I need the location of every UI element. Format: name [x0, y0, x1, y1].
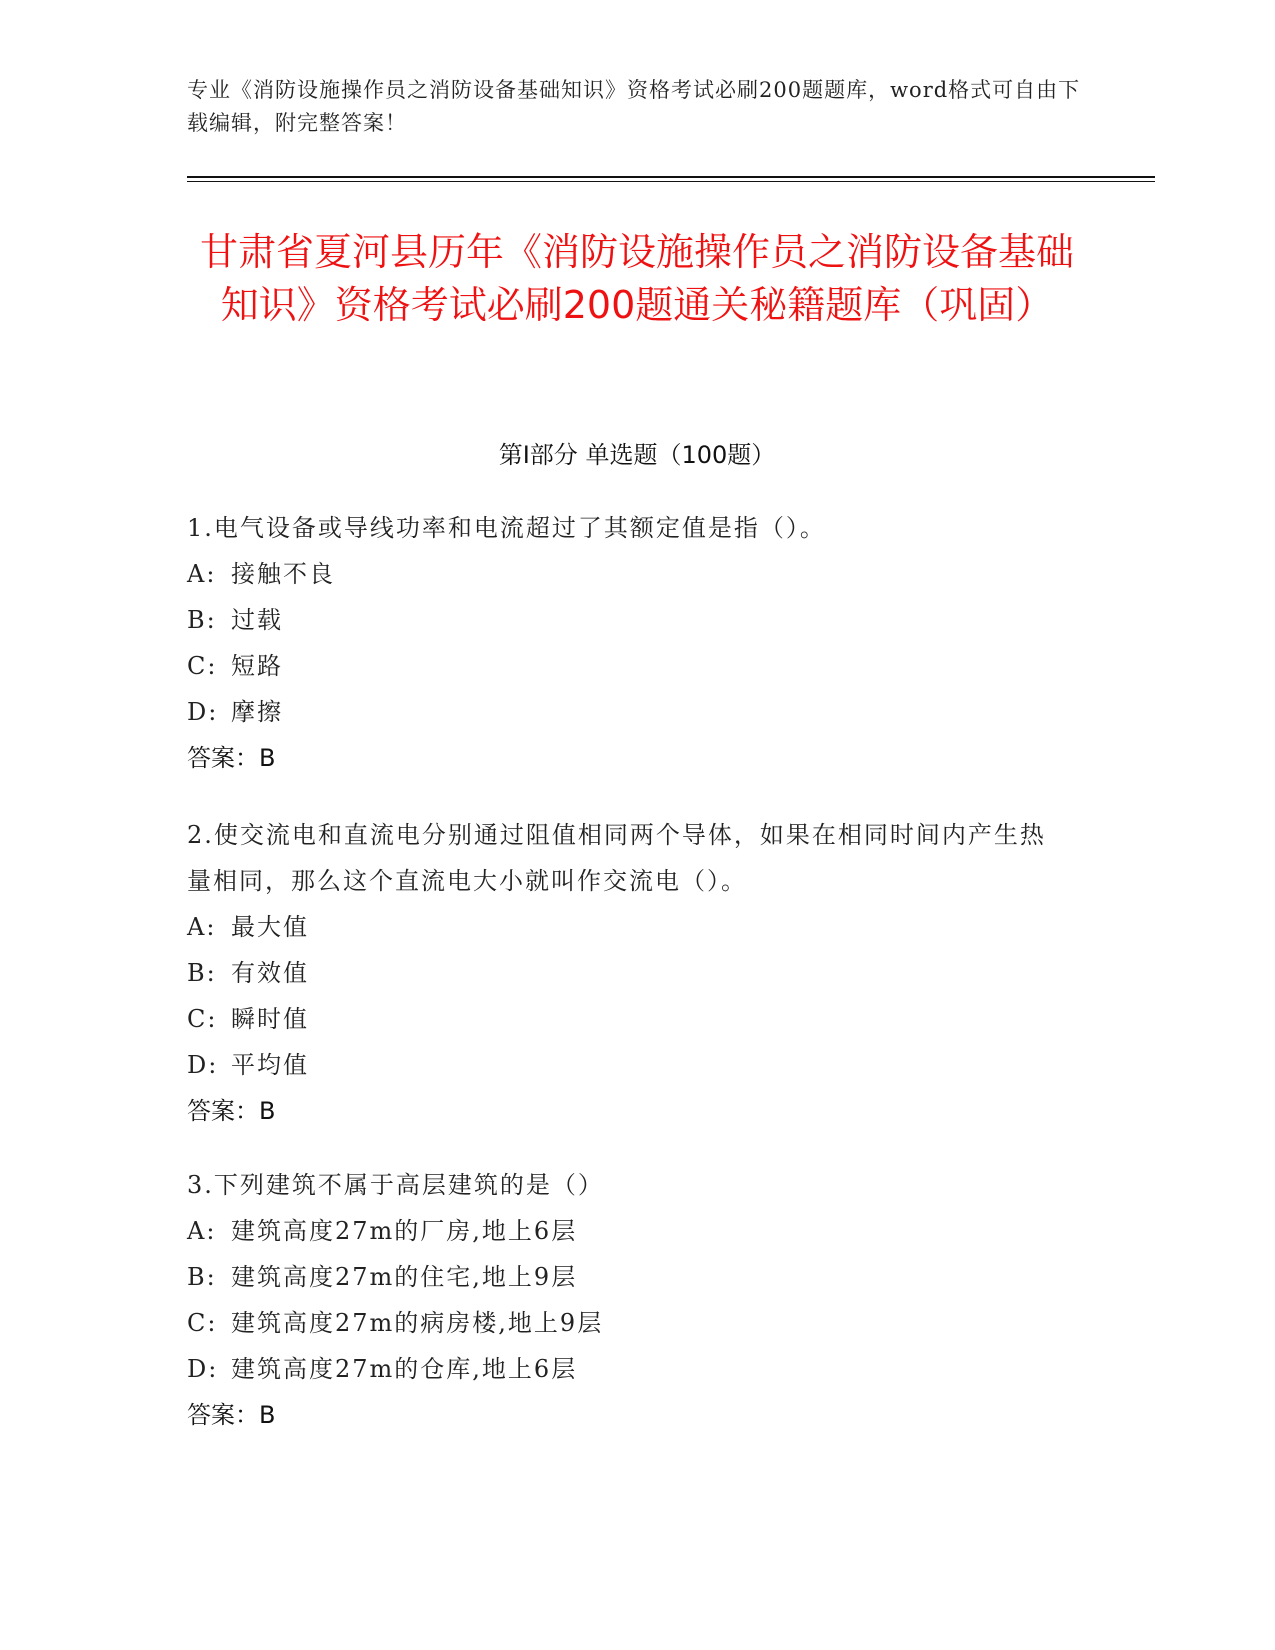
option-letter: B:: [187, 1263, 217, 1291]
answer: 答案：B: [187, 1097, 276, 1125]
option-a: [187, 904, 1067, 950]
option-b: [187, 1254, 1067, 1300]
option-a: [187, 1208, 1067, 1254]
option-text: 过载: [231, 606, 283, 634]
option-letter: D:: [187, 1355, 219, 1383]
option-d: [187, 689, 1067, 735]
option-letter: B:: [187, 959, 217, 987]
option-letter: C:: [187, 1005, 218, 1033]
option-letter: D:: [187, 698, 219, 726]
option-text: 摩擦: [231, 698, 283, 726]
option-text: 建筑高度27m的住宅,地上9层: [231, 1263, 578, 1291]
option-d: [187, 1346, 1067, 1392]
option-letter: A:: [187, 913, 217, 941]
question-text: 1.电气设备或导线功率和电流超过了其额定值是指（）。: [187, 514, 826, 542]
header-rule-thick: [187, 176, 1155, 178]
option-text: 接触不良: [231, 560, 335, 588]
question-3: [187, 1162, 1067, 1438]
option-letter: B:: [187, 606, 217, 634]
option-letter: A:: [187, 1217, 217, 1245]
answer: 答案：B: [187, 1401, 276, 1429]
option-b: [187, 950, 1067, 996]
question-text: 2.使交流电和直流电分别通过阻值相同两个导体，如果在相同时间内产生热量相同，那么这个直流电大小就叫作交流电（）。: [187, 821, 1046, 895]
option-text: 最大值: [231, 913, 309, 941]
question-text: 3.下列建筑不属于高层建筑的是（）: [187, 1171, 604, 1199]
option-c: [187, 643, 1067, 689]
option-c: [187, 996, 1067, 1042]
document-title: 甘肃省夏河县历年《消防设施操作员之消防设备基础知识》资格考试必刷200题通关秘籍题库（巩固）: [199, 230, 1074, 327]
option-text: 建筑高度27m的病房楼,地上9层: [231, 1309, 604, 1337]
option-a: [187, 551, 1067, 597]
option-text: 瞬时值: [231, 1005, 309, 1033]
option-b: [187, 597, 1067, 643]
question-1: [187, 505, 1067, 781]
question-2: [187, 812, 1067, 1134]
option-text: 建筑高度27m的厂房,地上6层: [231, 1217, 578, 1245]
header-rule-thin: [187, 181, 1155, 182]
option-text: 短路: [231, 652, 283, 680]
option-letter: D:: [187, 1051, 219, 1079]
option-text: 平均值: [231, 1051, 309, 1079]
option-c: [187, 1300, 1067, 1346]
option-letter: A:: [187, 560, 217, 588]
option-d: [187, 1042, 1067, 1088]
option-text: 有效值: [231, 959, 309, 987]
section-heading: 第I部分 单选题（100题）: [498, 441, 776, 469]
option-text: 建筑高度27m的仓库,地上6层: [231, 1355, 578, 1383]
option-letter: C:: [187, 652, 218, 680]
option-letter: C:: [187, 1309, 218, 1337]
answer: 答案：B: [187, 744, 276, 772]
header-note: 专业《消防设施操作员之消防设备基础知识》资格考试必刷200题题库，word格式可自由下载编辑，附完整答案！: [187, 78, 1081, 135]
